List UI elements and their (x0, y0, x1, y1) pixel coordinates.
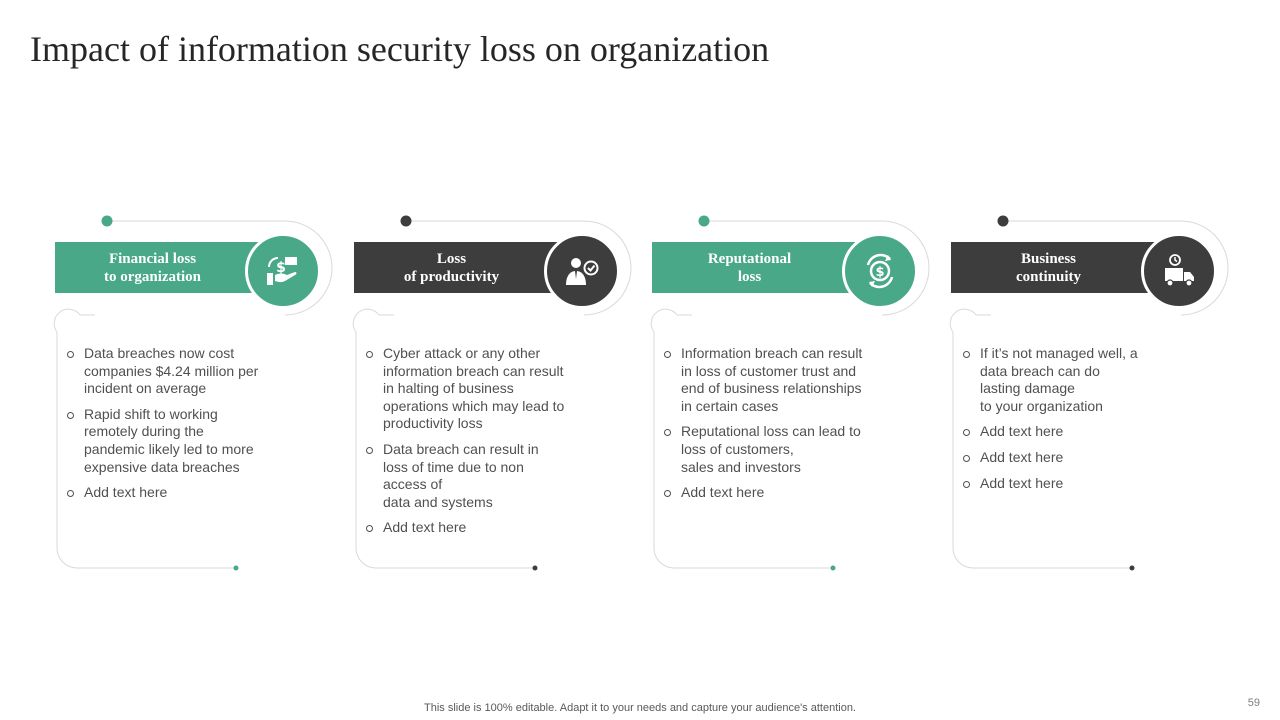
list-item: Rapid shift to working remotely during the pandemic likely led to more expensive data breaches (65, 406, 310, 476)
bullet-list (364, 345, 609, 545)
list-item: Reputational loss can lead to loss of customers, sales and investors (662, 423, 907, 476)
top-dot (401, 216, 412, 227)
card-financial-loss (55, 200, 330, 580)
card-business-continuity (951, 200, 1226, 580)
bullet-list (662, 345, 907, 510)
list-item: Information breach can result in loss of customer trust and end of business relationships in certain cases (662, 345, 907, 415)
card-heading: Loss of productivity (354, 242, 559, 293)
list-item: Add text here (961, 449, 1206, 467)
list-item: Add text here (65, 484, 310, 502)
svg-text:$: $ (875, 265, 885, 280)
footer-note: This slide is 100% editable. Adapt it to your needs and capture your audience's attention. (424, 702, 856, 714)
card-loss-of-productivity (354, 200, 629, 580)
list-item: If it’s not managed well, a data breach can do lasting damage to your organization (961, 345, 1206, 415)
list-item: Add text here (961, 423, 1206, 441)
bottom-dot (234, 566, 239, 571)
worker-check-icon (544, 233, 620, 309)
bottom-dot (1130, 566, 1135, 571)
dollar-cycle-icon (842, 233, 918, 309)
page-number: 59 (1247, 697, 1260, 709)
list-item: Add text here (961, 475, 1206, 493)
page-title: Impact of information security loss on organization (30, 29, 770, 69)
card-heading: Financial loss to organization (55, 242, 260, 293)
bottom-dot (533, 566, 538, 571)
list-item: Add text here (662, 484, 907, 502)
top-dot (102, 216, 113, 227)
svg-text:$: $ (276, 260, 286, 276)
bullet-list (961, 345, 1206, 500)
top-dot (699, 216, 710, 227)
list-item: Data breaches now cost companies $4.24 million per incident on average (65, 345, 310, 398)
card-heading: Reputational loss (652, 242, 857, 293)
card-reputational-loss (652, 200, 927, 580)
list-item: Data breach can result in loss of time due to non access of data and systems (364, 441, 609, 511)
bullet-list (65, 345, 310, 510)
bottom-dot (831, 566, 836, 571)
card-heading: Business continuity (951, 242, 1156, 293)
list-item: Cyber attack or any other information breach can result in halting of business operations which may lead to productivity loss (364, 345, 609, 433)
money-hand-icon (245, 233, 321, 309)
top-dot (998, 216, 1009, 227)
delivery-truck-icon (1141, 233, 1217, 309)
list-item: Add text here (364, 519, 609, 537)
